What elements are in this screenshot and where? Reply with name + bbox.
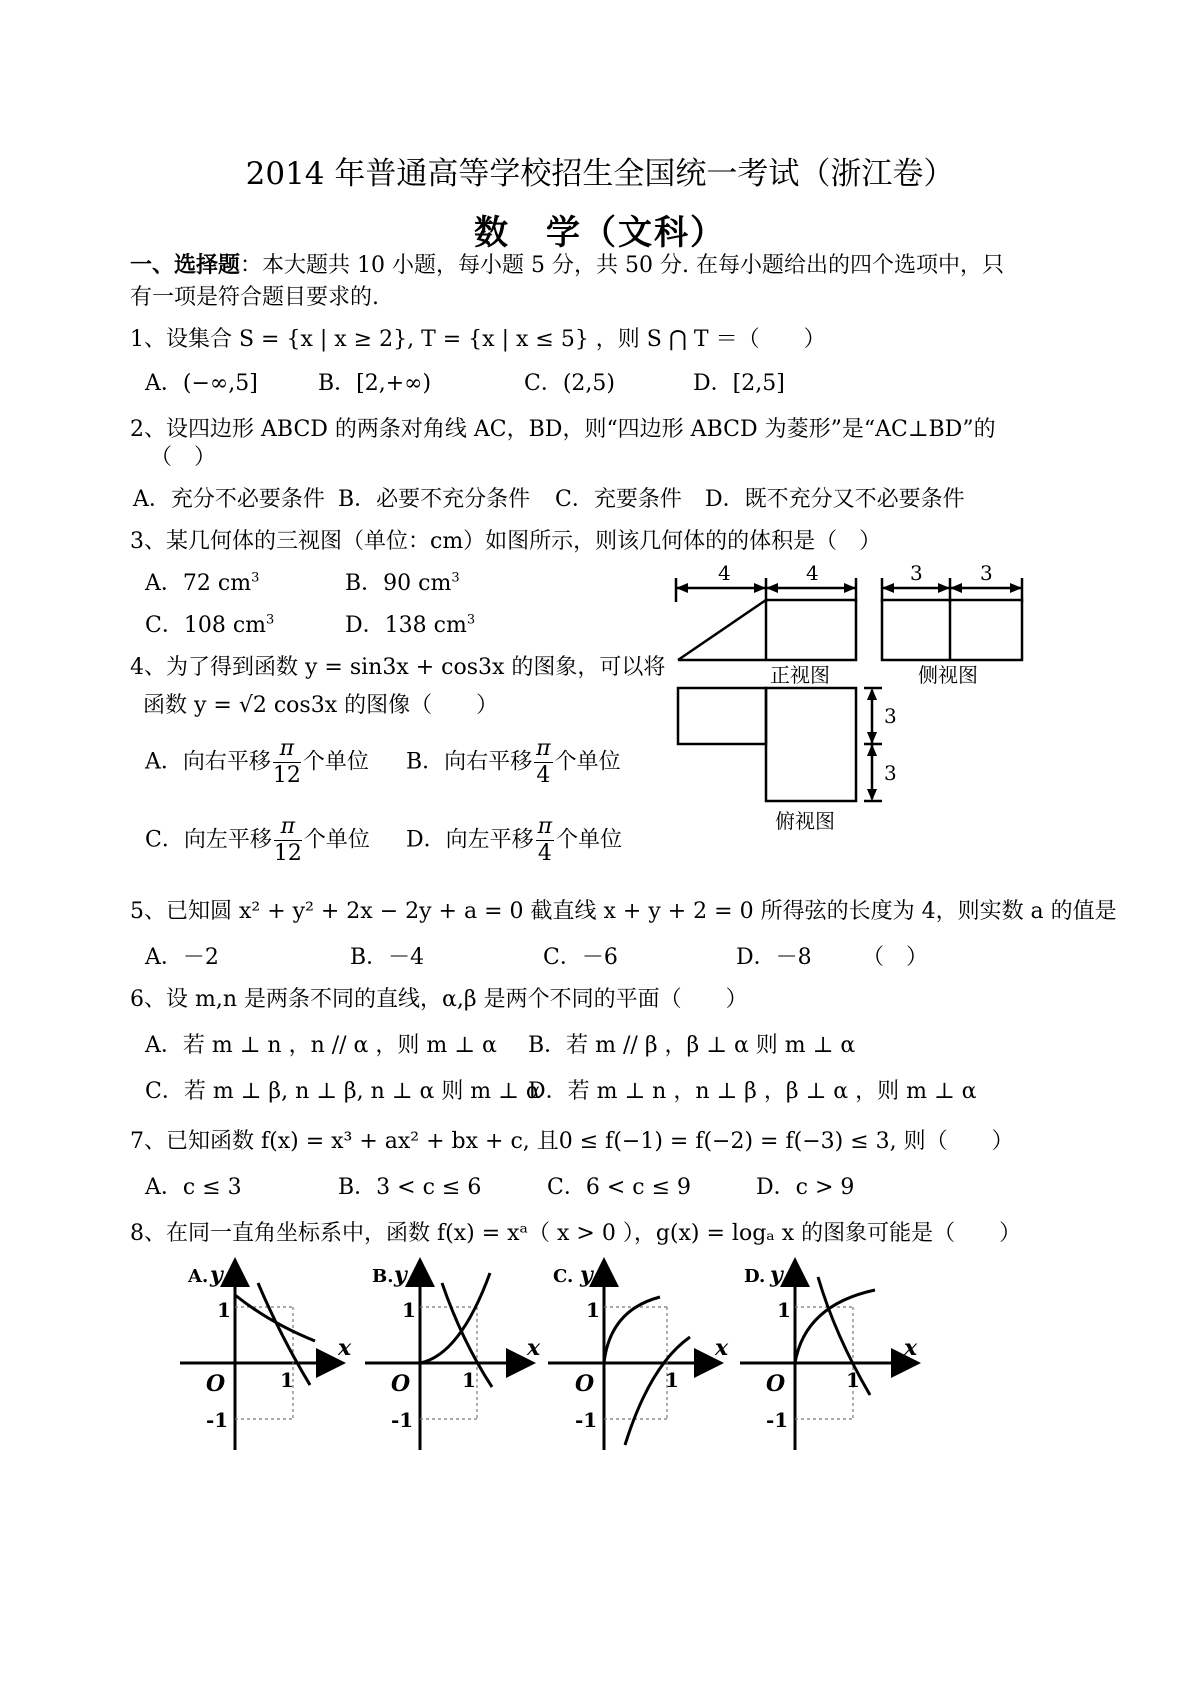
svg-text:x: x xyxy=(527,1335,541,1361)
q6-option-a: A．若 m ⊥ n ，n // α ，则 m ⊥ α xyxy=(145,1033,497,1058)
svg-text:C.: C. xyxy=(553,1266,574,1287)
q5-blank: （ ） xyxy=(862,945,929,970)
section-label: 一、选择题 xyxy=(130,252,241,278)
q2-option-c: C．充要条件 xyxy=(555,487,682,512)
question-1: 1、设集合 S = {x | x ≥ 2}, T = {x | x ≤ 5} ，则 S ⋂ T ＝（ ） xyxy=(130,327,826,352)
q6-option-c: C．若 m ⊥ β, n ⊥ β, n ⊥ α 则 m ⊥ α xyxy=(145,1079,541,1104)
svg-text:x: x xyxy=(338,1335,352,1361)
exam-title: 2014 年普通高等学校招生全国统一考试（浙江卷） xyxy=(245,156,955,192)
graph-d xyxy=(740,1262,918,1450)
svg-text:1: 1 xyxy=(462,1368,476,1392)
question-2: 2、设四边形 ABCD 的两条对角线 AC，BD，则“四边形 ABCD 为菱形”是“AC⊥BD”的 xyxy=(130,417,996,442)
q5-option-d: D．－8 xyxy=(736,945,812,970)
svg-text:-1: -1 xyxy=(206,1408,229,1432)
svg-text:-1: -1 xyxy=(575,1408,598,1432)
q7-option-c: C．6 < c ≤ 9 xyxy=(547,1175,691,1200)
subject-title: 数 学（文科） xyxy=(474,213,726,253)
q7-option-d: D．c > 9 xyxy=(756,1175,855,1200)
dim-top-upper: 3 xyxy=(884,704,897,728)
svg-text:1: 1 xyxy=(665,1368,679,1392)
q6-option-b: B．若 m // β ，β ⊥ α 则 m ⊥ α xyxy=(528,1033,856,1058)
svg-text:O: O xyxy=(391,1371,411,1397)
q4-option-d: D．向左平移 $\frac{\pi}{4}$ 个单位 xyxy=(406,814,623,866)
q2-option-b: B．必要不充分条件 xyxy=(338,487,531,512)
q1-option-a: A．(−∞,5] xyxy=(145,371,258,396)
q5-option-a: A．－2 xyxy=(145,945,219,970)
q4-option-b: B．向右平移 $\frac{\pi}{4}$ 个单位 xyxy=(406,736,621,788)
q3-option-d: D．138 $cm^3$ xyxy=(345,612,476,638)
dim-front-left: 4 xyxy=(718,561,731,585)
svg-text:1: 1 xyxy=(280,1368,294,1392)
graph-a xyxy=(180,1262,352,1450)
graph-b xyxy=(365,1262,541,1450)
q1-option-b: B．[2,+∞) xyxy=(318,371,432,396)
q3-option-c: C．108 $cm^3$ xyxy=(145,612,275,638)
svg-text:-1: -1 xyxy=(391,1408,414,1432)
svg-text:x: x xyxy=(715,1335,729,1361)
svg-text:x: x xyxy=(904,1335,918,1361)
caption-front-view: 正视图 xyxy=(770,663,830,687)
question-2-blank: （ ） xyxy=(150,445,217,470)
svg-text:1: 1 xyxy=(402,1298,416,1322)
q2-option-d: D．既不充分又不必要条件 xyxy=(705,487,965,512)
question-4-line2: 函数 y = √2 cos3x 的图像（ ） xyxy=(143,693,499,718)
q7-option-b: B．3 < c ≤ 6 xyxy=(338,1175,482,1200)
q4-option-c: C．向左平移 $\frac{\pi}{12}$ 个单位 xyxy=(145,814,370,866)
svg-text:1: 1 xyxy=(777,1298,791,1322)
caption-side-view: 侧视图 xyxy=(918,663,978,687)
q6-option-d: D．若 m ⊥ n ，n ⊥ β ，β ⊥ α ，则 m ⊥ α xyxy=(528,1079,977,1104)
svg-text:B.: B. xyxy=(372,1266,394,1287)
caption-top-view: 俯视图 xyxy=(775,809,835,833)
dim-side-right: 3 xyxy=(980,561,993,585)
svg-text:D.: D. xyxy=(744,1266,766,1287)
question-6: 6、设 m,n 是两条不同的直线，α,β 是两个不同的平面（ ） xyxy=(130,987,748,1012)
question-7: 7、已知函数 f(x) = x³ + ax² + bx + c, 且0 ≤ f(−1) = f(−2) = f(−3) ≤ 3, 则（ ） xyxy=(130,1129,1014,1154)
q1-option-c: C．(2,5) xyxy=(524,371,615,396)
svg-text:y: y xyxy=(580,1262,593,1288)
q7-option-a: A．c ≤ 3 xyxy=(145,1175,242,1200)
q3-option-b: B．90 $cm^3$ xyxy=(345,570,460,596)
q5-option-c: C．－6 xyxy=(543,945,618,970)
section-intro xyxy=(130,248,1004,279)
q1-option-d: D．[2,5] xyxy=(693,371,785,396)
svg-text:y: y xyxy=(210,1262,223,1288)
dim-top-lower: 3 xyxy=(884,761,897,785)
svg-text:y: y xyxy=(394,1262,407,1288)
svg-text:O: O xyxy=(766,1371,786,1397)
section-intro-text: ：本大题共 10 小题，每小题 5 分，共 50 分. 在每小题给出的四个选项中，只 xyxy=(240,253,1004,278)
q8-graphs xyxy=(170,1255,930,1460)
question-4: 4、为了得到函数 y = sin3x + cos3x 的图象，可以将 xyxy=(130,655,666,680)
svg-text:A.: A. xyxy=(188,1266,209,1287)
q4-option-a: A．向右平移 $\frac{\pi}{12}$ 个单位 xyxy=(145,736,369,788)
dim-front-right: 4 xyxy=(806,561,819,585)
svg-text:1: 1 xyxy=(217,1298,231,1322)
svg-text:1: 1 xyxy=(586,1298,600,1322)
svg-text:y: y xyxy=(770,1262,783,1288)
question-8: 8、在同一直角坐标系中，函数 f(x) = xᵃ（ x > 0 ），g(x) = logₐ x 的图象可能是（ ） xyxy=(130,1221,1022,1246)
q2-option-a: A．充分不必要条件 xyxy=(133,487,325,512)
svg-text:O: O xyxy=(206,1371,226,1397)
section-intro-line2: 有一项是符合题目要求的. xyxy=(130,285,379,310)
dim-side-left: 3 xyxy=(910,561,923,585)
svg-text:O: O xyxy=(575,1371,595,1397)
svg-text:1: 1 xyxy=(846,1368,860,1392)
question-5: 5、已知圆 x² + y² + 2x − 2y + a = 0 截直线 x + y + 2 = 0 所得弦的长度为 4，则实数 a 的值是 xyxy=(130,899,1117,924)
svg-text:-1: -1 xyxy=(766,1408,789,1432)
question-3: 3、某几何体的三视图（单位：cm）如图所示，则该几何体的的体积是（ ） xyxy=(130,529,882,554)
three-view-figure xyxy=(660,560,1040,840)
graph-c xyxy=(548,1262,729,1450)
q3-option-a: A．72 $cm^3$ xyxy=(145,570,260,596)
q5-option-b: B．－4 xyxy=(350,945,425,970)
